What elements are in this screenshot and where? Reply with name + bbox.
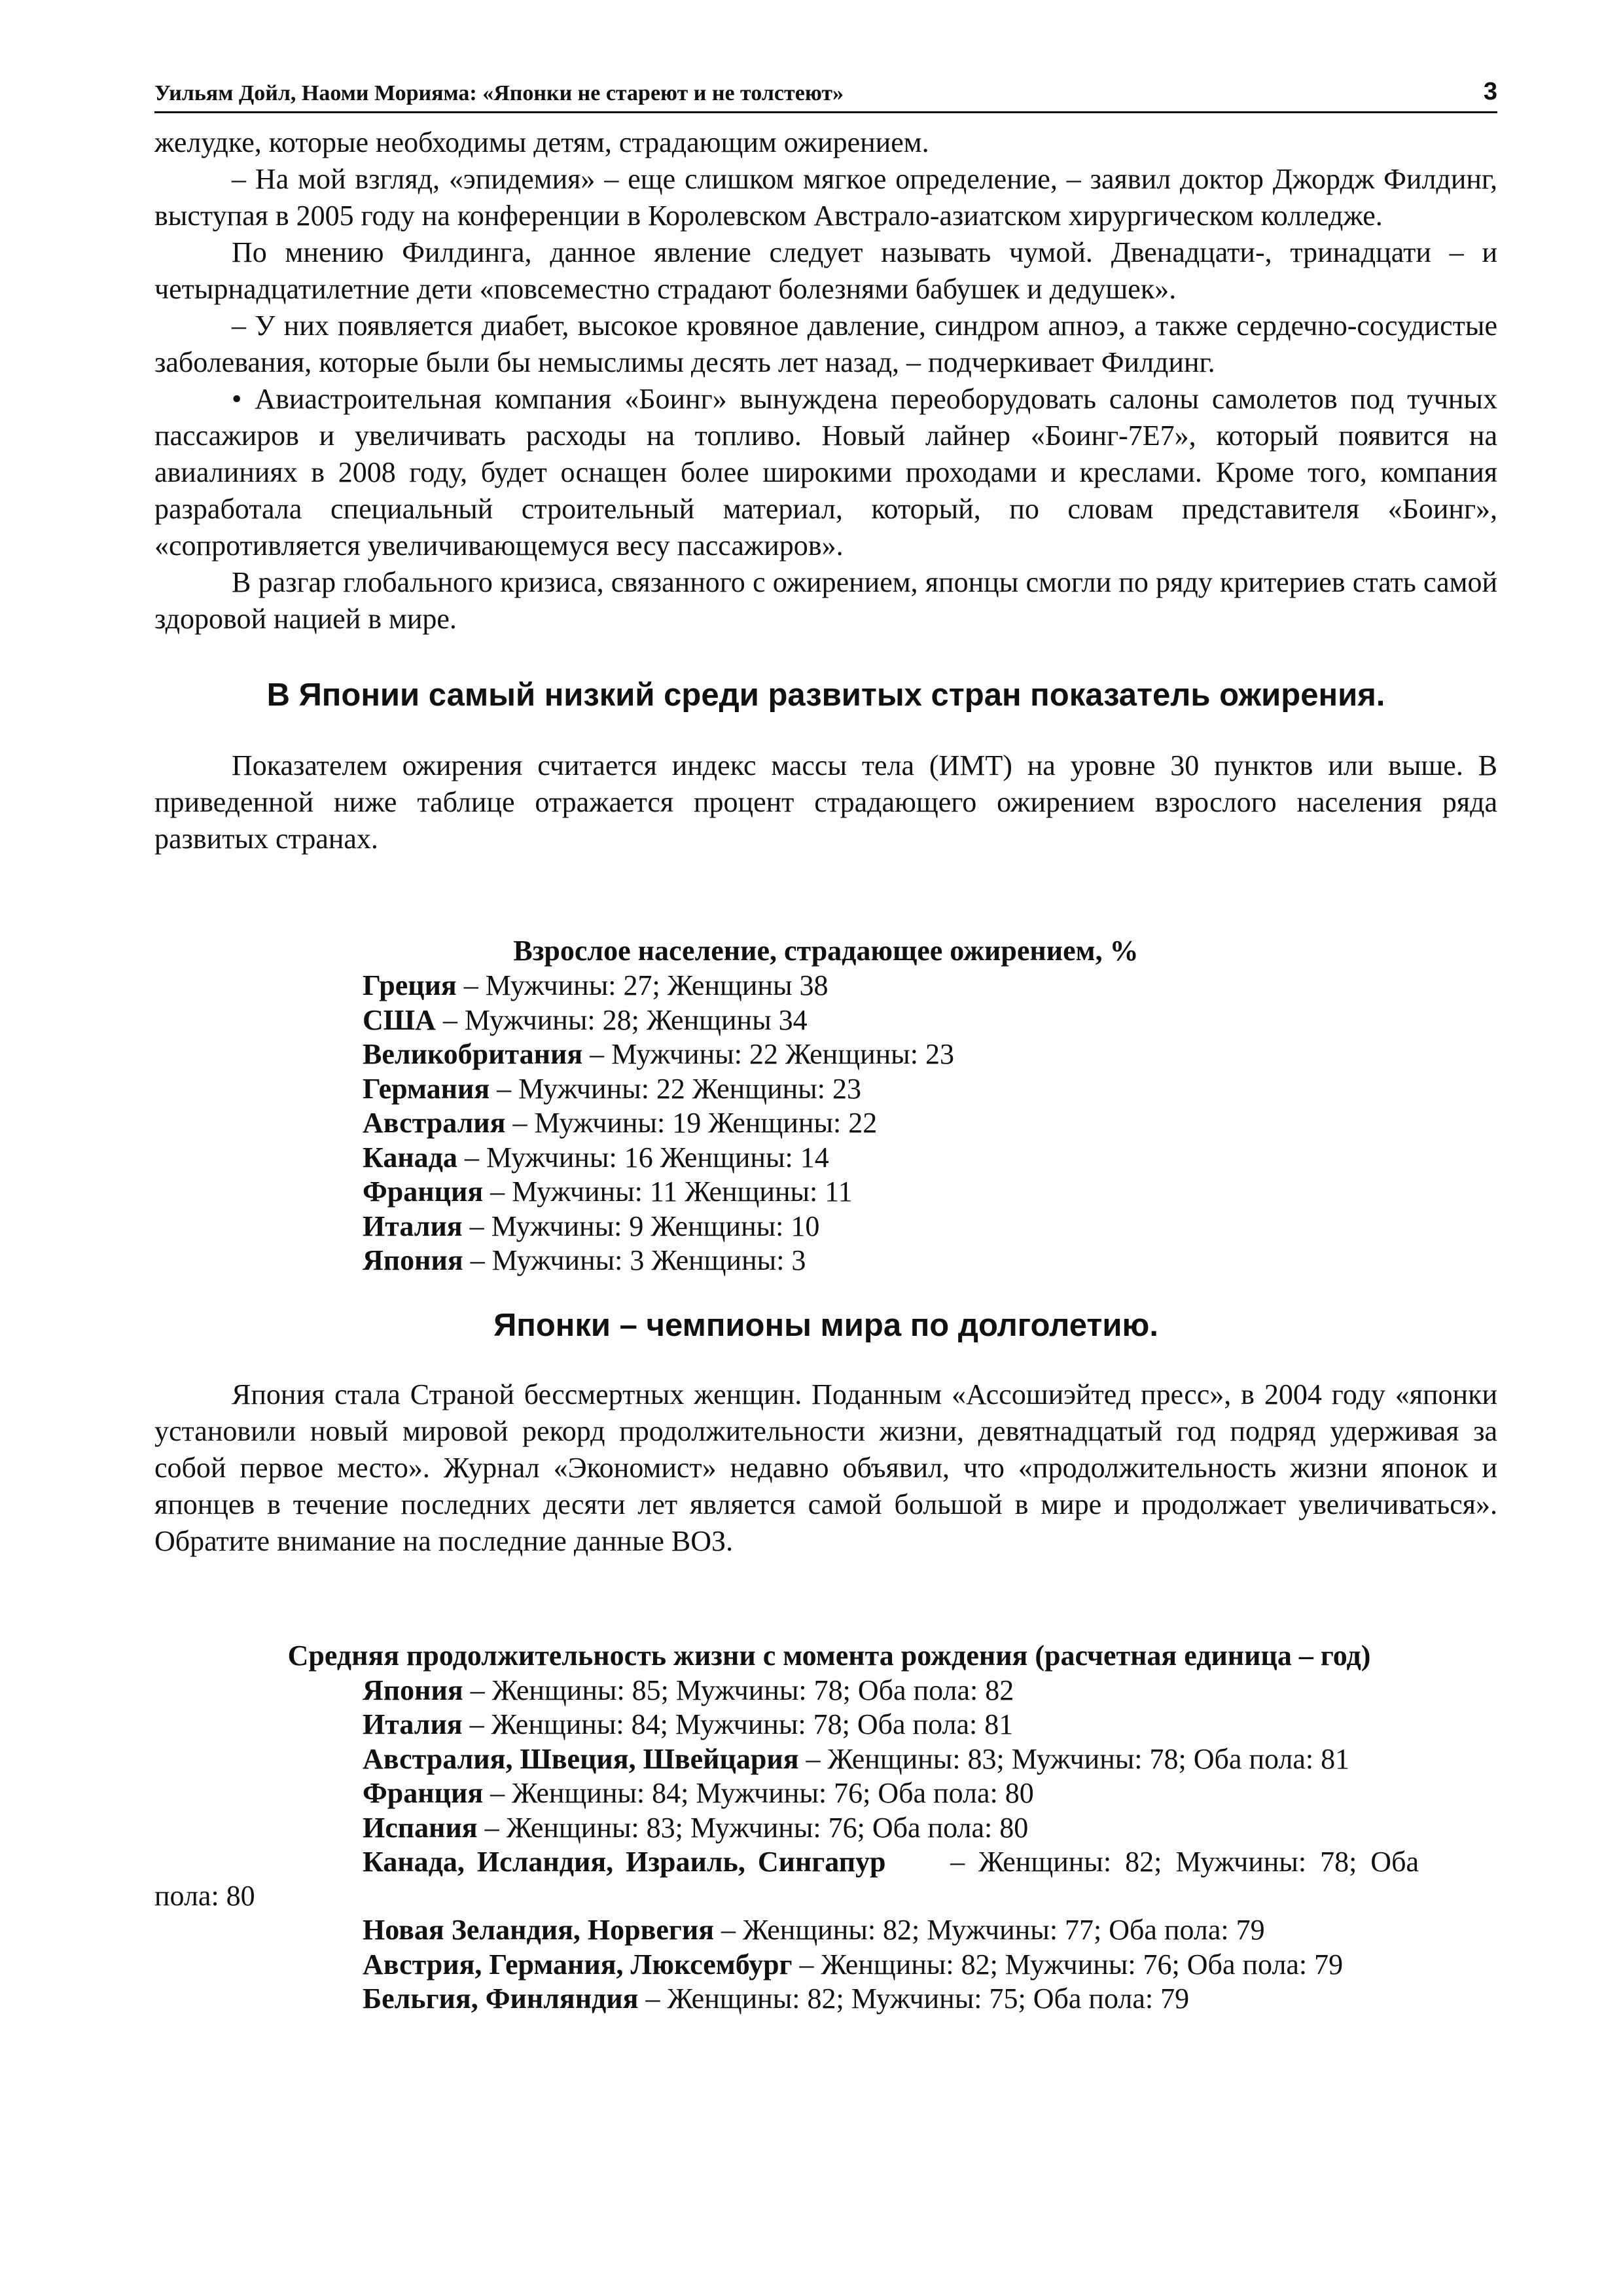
country-name: Испания	[363, 1811, 478, 1844]
paragraph: – На мой взгляд, «эпидемия» – еще слишком мягкое определение, – заявил доктор Джордж Филдинг, выступая в 2005 году на конференции в Королевском Австрало-азиатском хирургическом колледже.	[154, 163, 1497, 232]
country-name: Австрия, Германия, Люксембург	[363, 1948, 793, 1981]
row-values: – Мужчины: 27; Женщины 38	[456, 969, 829, 1001]
section-heading-obesity: В Японии самый низкий среди развитых стран показатель ожирения.	[266, 677, 1385, 713]
row-values: – Женщины: 84; Мужчины: 78; Оба пола: 81	[462, 1708, 1014, 1740]
row-values: – Женщины: 82; Мужчины: 78; Оба	[950, 1846, 1419, 1878]
country-name: Канада, Исландия, Израиль, Сингапур	[363, 1846, 886, 1878]
row-values: – Женщины: 85; Мужчины: 78; Оба пола: 82	[463, 1674, 1014, 1706]
header-title: Уильям Дойл, Наоми Морияма: «Японки не стареют и не толстеют»	[154, 81, 844, 105]
table-row	[363, 1244, 1497, 1278]
table-row	[363, 1982, 1497, 2017]
row-values: – Мужчины: 11 Женщины: 11	[483, 1175, 853, 1208]
country-name: Греция	[363, 969, 457, 1001]
row-values: – Мужчины: 28; Женщины 34	[435, 1003, 808, 1036]
country-name: Япония	[363, 1674, 463, 1706]
obesity-table	[154, 933, 1497, 1278]
table-row	[363, 1037, 1497, 1072]
table-row	[363, 1072, 1497, 1107]
paragraph: • Авиастроительная компания «Боинг» вынуждена переоборудовать салоны самолетов под тучных пассажиров и увеличивать расходы на топливо. Новый лайнер «Боинг-7E7», который появится на авиалиниях в 2008 году, будет оснащен более широкими проходами и креслами. Кроме того, компания разработала специальный строительный материал, который, по словам представителя «Боинг», «сопротивляется увеличивающемуся весу пассажиров».	[154, 383, 1497, 562]
paragraph: В разгар глобального кризиса, связанного с ожирением, японцы смогли по ряду критериев стать самой здоровой нацией в мире.	[154, 566, 1497, 635]
table-row	[363, 1210, 1497, 1244]
page-body	[154, 124, 1497, 2017]
table-row	[363, 1674, 1497, 1708]
page-number: 3	[1483, 78, 1497, 105]
paragraph: Показателем ожирения считается индекс массы тела (ИМТ) на уровне 30 пунктов или выше. В приведенной ниже таблице отражается процент страдающего ожирением взрослого населения ряда развитых странах.	[154, 749, 1497, 855]
country-name: США	[363, 1003, 436, 1036]
table-row	[363, 969, 1497, 1003]
table-row	[363, 1913, 1497, 1948]
row-values: – Женщины: 83; Мужчины: 78; Оба пола: 81	[798, 1742, 1350, 1775]
section-heading-longevity: Японки – чемпионы мира по долголетию.	[493, 1307, 1158, 1343]
table-row	[363, 1742, 1497, 1777]
table-row	[363, 1948, 1497, 1982]
row-values: – Женщины: 84; Мужчины: 76; Оба пола: 80	[483, 1777, 1034, 1809]
running-header	[154, 68, 1497, 113]
table-row-wrapped	[154, 1845, 1497, 1913]
country-name: Франция	[363, 1175, 484, 1208]
row-values: – Женщины: 82; Мужчины: 75; Оба пола: 79	[638, 1982, 1190, 2015]
country-name: Италия	[363, 1210, 463, 1242]
table-row	[363, 1811, 1497, 1846]
row-values: – Мужчины: 22 Женщины: 23	[490, 1072, 861, 1105]
row-values: – Женщины: 82; Мужчины: 76; Оба пола: 79	[792, 1948, 1344, 1981]
country-name: Германия	[363, 1072, 490, 1105]
row-values: – Мужчины: 9 Женщины: 10	[462, 1210, 820, 1242]
table-title: Взрослое население, страдающее ожирением, %	[513, 935, 1139, 967]
life-expectancy-table	[154, 1638, 1497, 2017]
row-values: – Женщины: 82; Мужчины: 77; Оба пола: 79	[714, 1914, 1265, 1946]
row-values: – Женщины: 83; Мужчины: 76; Оба пола: 80	[477, 1811, 1029, 1844]
country-name: Австралия, Швеция, Швейцария	[363, 1742, 799, 1775]
table-row	[363, 1175, 1497, 1210]
row-values: – Мужчины: 3 Женщины: 3	[463, 1244, 806, 1276]
country-name: Италия	[363, 1708, 463, 1740]
country-name: Канада	[363, 1141, 457, 1174]
row-values: – Мужчины: 19 Женщины: 22	[505, 1107, 878, 1139]
country-name: Великобритания	[363, 1038, 583, 1070]
country-name: Новая Зеландия, Норвегия	[363, 1914, 715, 1946]
row-values: – Мужчины: 16 Женщины: 14	[457, 1141, 829, 1174]
table-title: Средняя продолжительность жизни с момента рождения (расчетная единица – год)	[287, 1639, 1371, 1672]
country-name: Франция	[363, 1777, 484, 1809]
country-name: Япония	[363, 1244, 463, 1276]
paragraph: По мнению Филдинга, данное явление следует называть чумой. Двенадцати-, тринадцати – и четырнадцатилетние дети «повсеместно страдают болезнями бабушек и дедушек».	[154, 236, 1497, 305]
table-row	[363, 1776, 1497, 1811]
table-row	[363, 1106, 1497, 1141]
paragraph: – У них появляется диабет, высокое кровяное давление, синдром апноэ, а также сердечно-сосудистые заболевания, которые были бы немыслимы десять лет назад, – подчеркивает Филдинг.	[154, 310, 1497, 378]
table-row	[363, 1708, 1497, 1742]
country-name: Бельгия, Финляндия	[363, 1982, 639, 2015]
row-values: – Мужчины: 22 Женщины: 23	[582, 1038, 954, 1070]
table-row	[363, 1003, 1497, 1038]
table-row	[363, 1141, 1497, 1175]
paragraph: желудке, которые необходимы детям, страдающим ожирением.	[154, 126, 929, 158]
country-name: Австралия	[363, 1107, 506, 1139]
row-values-continued: пола: 80	[154, 1880, 255, 1912]
paragraph: Япония стала Страной бессмертных женщин. Поданным «Ассошиэйтед пресс», в 2004 году «японки установили новый мировой рекорд продолжительности жизни, девятнадцатый год подряд удерживая за собой первое место». Журнал «Экономист» недавно объявил, что «продолжительность жизни японок и японцев в течение последних десяти лет является самой большой в мире и продолжает увеличиваться». Обратите внимание на последние данные ВОЗ.	[154, 1378, 1497, 1557]
